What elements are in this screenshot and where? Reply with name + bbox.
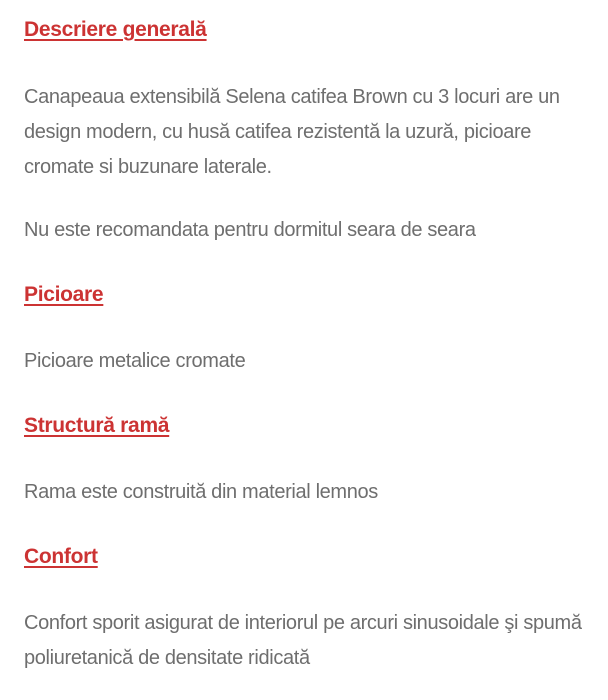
comfort-paragraph: Confort sporit asigurat de interiorul pe arcuri sinusoidale şi spumă poliuretanică de densitate ridicată: [24, 612, 582, 669]
section-heading-descriere-generala[interactable]: Descriere generală: [24, 18, 207, 41]
description-paragraph: Canapeaua extensibilă Selena catifea Brown cu 3 locuri are un design modern, cu husă catifea rezistentă la uzură, picioare cromate si buzunare laterale.: [24, 86, 560, 178]
sleep-recommendation-paragraph: Nu este recomandata pentru dormitul seara de seara: [24, 219, 476, 241]
legs-paragraph: Picioare metalice cromate: [24, 350, 246, 372]
frame-paragraph: Rama este construită din material lemnos: [24, 481, 378, 503]
section-heading-picioare[interactable]: Picioare: [24, 283, 104, 306]
section-heading-structura-rama[interactable]: Structură ramă: [24, 414, 170, 437]
section-heading-confort[interactable]: Confort: [24, 545, 98, 568]
